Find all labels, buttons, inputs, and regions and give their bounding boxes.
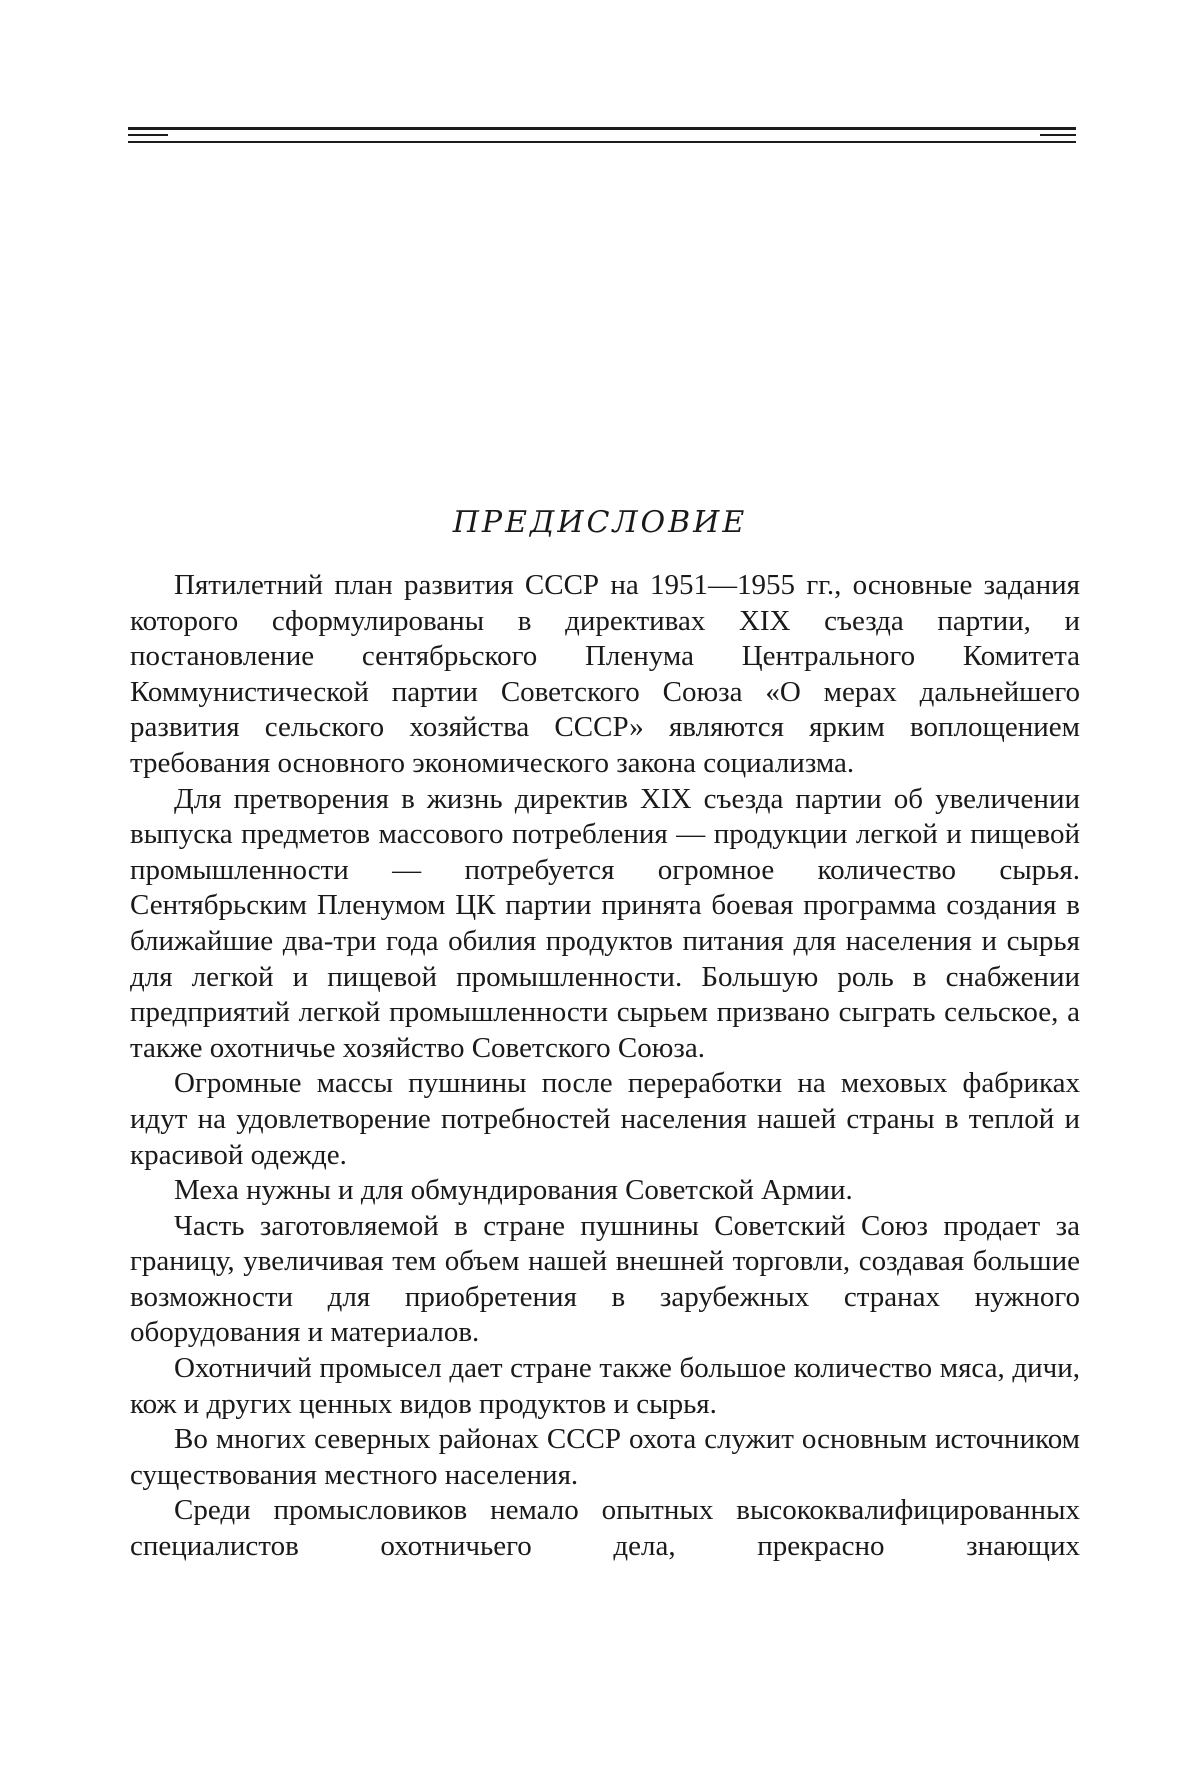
paragraph: Пятилетний план развития СССР на 1951—1955 гг., основные задания которого сформулированы в директивах XIX съезда партии, и постановление сентябрьского Пленума Центрального Комитета Коммунистической партии Советского Союза «О мерах дальнейшего развития сельского хозяйства СССР» являются ярким воплощением требования основного экономического закона социализма. (130, 568, 1080, 782)
paragraph: Меха нужны и для обмундирования Советской Армии. (130, 1173, 1080, 1209)
paragraph: Огромные массы пушнины после переработки на меховых фабриках идут на удовлетворение потребностей населения нашей страны в теплой и красивой одежде. (130, 1066, 1080, 1173)
header-rule-top (128, 127, 1076, 130)
paragraph: Среди промысловиков немало опытных высококвалифицированных специалистов охотничьего дела, прекрасно знающих (130, 1493, 1080, 1564)
page-heading: ПРЕДИСЛОВИЕ (0, 505, 1200, 540)
header-rule-tick-left (128, 134, 168, 136)
header-rule-tick-right (1040, 134, 1076, 136)
paragraph: Во многих северных районах СССР охота служит основным источником существования местного населения. (130, 1422, 1080, 1493)
paragraph: Часть заготовляемой в стране пушнины Советский Союз продает за границу, увеличивая тем объем нашей внешней торговли, создавая большие возможности для приобретения в зарубежных странах нужного оборудования и материалов. (130, 1209, 1080, 1351)
body-text (130, 568, 1080, 1565)
paragraph: Охотничий промысел дает стране также большое количество мяса, дичи, кож и других ценных видов продуктов и сырья. (130, 1351, 1080, 1422)
header-rule-bottom (128, 141, 1076, 143)
paragraph: Для претворения в жизнь директив XIX съезда партии об увеличении выпуска предметов массового потребления — продукции легкой и пищевой промышленности — потребуется огромное количество сырья. Сентябрьским Пленумом ЦК партии принята боевая программа создания в ближайшие два-три года обилия продуктов питания для населения и сырья для легкой и пищевой промышленности. Большую роль в снабжении предприятий легкой промышленности сырьем призвано сыграть сельское, а также охотничье хозяйство Советского Союза. (130, 782, 1080, 1067)
